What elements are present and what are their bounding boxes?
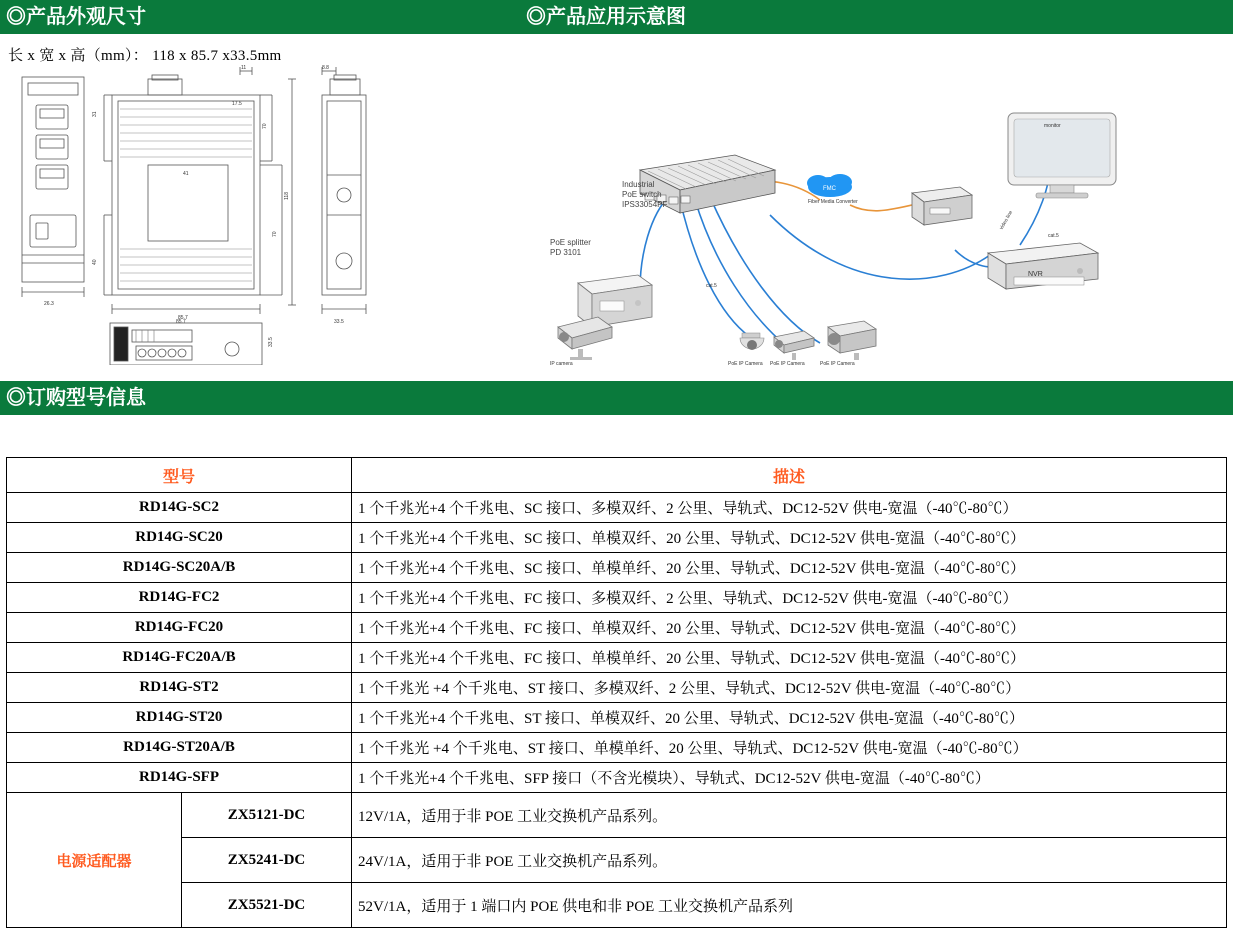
cell-model: RD14G-FC2 bbox=[7, 583, 352, 613]
cell-model: RD14G-FC20A/B bbox=[7, 643, 352, 673]
table-row bbox=[7, 643, 1227, 673]
ip-camera-icon bbox=[558, 317, 612, 360]
column-header-desc: 描述 bbox=[352, 458, 1227, 493]
h70-label: 70 bbox=[272, 231, 278, 237]
table-header-row bbox=[7, 458, 1227, 493]
table-row bbox=[7, 523, 1227, 553]
cell-desc: 1 个千兆光+4 个千兆电、ST 接口、单模双纤、20 公里、导轨式、DC12-52V 供电-宽温（-40℃-80℃） bbox=[352, 703, 1227, 733]
side-width-label: 85.7 bbox=[176, 319, 186, 325]
monitor-icon bbox=[1008, 113, 1116, 198]
cell-desc: 1 个千兆光+4 个千兆电、SC 接口、单模双纤、20 公里、导轨式、DC12-52V 供电-宽温（-40℃-80℃） bbox=[352, 523, 1227, 553]
mechanical-drawing-pane bbox=[0, 65, 520, 365]
dimension-line: 长 x 宽 x 高（mm）： 118 x 85.7 x33.5mm bbox=[8, 48, 282, 64]
table-row bbox=[7, 763, 1227, 793]
cell-desc: 1 个千兆光+4 个千兆电、FC 接口、多模双纤、2 公里、导轨式、DC12-52V 供电-宽温（-40℃-80℃） bbox=[352, 583, 1227, 613]
splitter-label-line2: PD 3101 bbox=[550, 248, 582, 257]
cell-model: RD14G-ST2 bbox=[7, 673, 352, 703]
table-row bbox=[7, 553, 1227, 583]
cell-desc: 1 个千兆光+4 个千兆电、SC 接口、单模单纤、20 公里、导轨式、DC12-52V 供电-宽温（-40℃-80℃） bbox=[352, 553, 1227, 583]
cell-model: RD14G-SC20 bbox=[7, 523, 352, 553]
table-row bbox=[7, 583, 1227, 613]
table-row bbox=[7, 733, 1227, 763]
t11-label: 11 bbox=[241, 65, 247, 71]
cell-adapter-desc: 12V/1A，适用于非 POE 工业交换机产品系列。 bbox=[352, 793, 1227, 838]
svg-text:FMC: FMC bbox=[823, 186, 836, 192]
monitor-label: monitor bbox=[1044, 123, 1061, 129]
cell-model: RD14G-FC20 bbox=[7, 613, 352, 643]
bottom-height-label: 33.5 bbox=[268, 337, 274, 347]
t88-label: 8.8 bbox=[322, 65, 329, 71]
order-section-header: ◎订购型号信息 bbox=[0, 381, 1233, 415]
front-width-label: 26.3 bbox=[44, 301, 54, 307]
cell-desc: 1 个千兆光+4 个千兆电、FC 接口、单模单纤、20 公里、导轨式、DC12-52V 供电-宽温（-40℃-80℃） bbox=[352, 643, 1227, 673]
h31-label: 31 bbox=[92, 111, 98, 117]
dimensions-section-header: ◎产品外观尺寸 bbox=[0, 0, 520, 34]
h118-label: 118 bbox=[284, 192, 290, 200]
splitter-label-line1: PoE splitter bbox=[550, 238, 591, 247]
column-header-model: 型号 bbox=[7, 458, 352, 493]
mechanical-drawing-svg bbox=[0, 65, 520, 365]
table-row-adapter bbox=[7, 793, 1227, 838]
ip-camera-label: IP camera bbox=[550, 361, 573, 365]
cat5-right-label: cat.5 bbox=[1048, 233, 1059, 239]
table-row bbox=[7, 493, 1227, 523]
cell-adapter-model: ZX5121-DC bbox=[182, 793, 352, 838]
cell-desc: 1 个千兆光 +4 个千兆电、ST 接口、单模单纤、20 公里、导轨式、DC12-52V 供电-宽温（-40℃-80℃） bbox=[352, 733, 1227, 763]
cell-model: RD14G-SC20A/B bbox=[7, 553, 352, 583]
nvr-icon bbox=[988, 243, 1098, 289]
table-row bbox=[7, 673, 1227, 703]
cloud-icon bbox=[807, 174, 852, 197]
order-table bbox=[6, 457, 1227, 928]
table-row bbox=[7, 613, 1227, 643]
box-camera-icon bbox=[828, 321, 876, 360]
h40-label: 40 bbox=[92, 259, 98, 265]
bottom-width-label: 85.7 bbox=[178, 315, 188, 321]
table-row bbox=[7, 703, 1227, 733]
application-diagram-pane bbox=[520, 65, 1233, 365]
h41-label: 41 bbox=[183, 171, 189, 177]
dome-camera-icon bbox=[740, 333, 764, 350]
application-diagram-svg bbox=[520, 65, 1230, 365]
cat5-mid-label: cat.5 bbox=[706, 283, 717, 289]
switch-label-line2: PoE switch bbox=[622, 190, 662, 199]
video-line-label: video line bbox=[998, 209, 1015, 231]
poe-camera-label-1: PoE IP Camera bbox=[728, 361, 763, 365]
switch-label-line3: IPS33054PF bbox=[622, 200, 668, 209]
content-row bbox=[0, 65, 1233, 365]
table-row-adapter bbox=[7, 838, 1227, 883]
nvr-label: NVR bbox=[1028, 271, 1043, 278]
h70a-label: 70 bbox=[262, 123, 268, 129]
cell-model: RD14G-SC2 bbox=[7, 493, 352, 523]
top-header-row bbox=[0, 0, 1233, 34]
cell-adapter-desc: 24V/1A，适用于非 POE 工业交换机产品系列。 bbox=[352, 838, 1227, 883]
cell-adapter-desc: 52V/1A，适用于 1 端口内 POE 供电和非 POE 工业交换机产品系列 bbox=[352, 883, 1227, 928]
bullet-camera-icon bbox=[774, 331, 814, 360]
switch-label-line1: Industrial bbox=[622, 180, 655, 189]
application-section-header: ◎产品应用示意图 bbox=[520, 0, 1233, 34]
cell-desc: 1 个千兆光+4 个千兆电、SC 接口、多模双纤、2 公里、导轨式、DC12-52V 供电-宽温（-40℃-80℃） bbox=[352, 493, 1227, 523]
cell-desc: 1 个千兆光+4 个千兆电、SFP 接口（不含光模块）、导轨式、DC12-52V 供电-宽温（-40℃-80℃） bbox=[352, 763, 1227, 793]
cell-adapter-model: ZX5521-DC bbox=[182, 883, 352, 928]
cell-model: RD14G-ST20 bbox=[7, 703, 352, 733]
cell-model: RD14G-ST20A/B bbox=[7, 733, 352, 763]
cell-adapter-model: ZX5241-DC bbox=[182, 838, 352, 883]
adapter-group-label: 电源适配器 bbox=[7, 793, 182, 928]
fiber-converter-label: Fiber Media Converter bbox=[808, 199, 858, 205]
cell-desc: 1 个千兆光+4 个千兆电、FC 接口、单模双纤、20 公里、导轨式、DC12-52V 供电-宽温（-40℃-80℃） bbox=[352, 613, 1227, 643]
t175-label: 17.5 bbox=[232, 101, 242, 107]
poe-camera-label-2: PoE IP Camera bbox=[770, 361, 805, 365]
right-width-label: 33.5 bbox=[334, 319, 344, 325]
poe-camera-label-3: PoE IP Camera bbox=[820, 361, 855, 365]
table-row-adapter bbox=[7, 883, 1227, 928]
cell-model: RD14G-SFP bbox=[7, 763, 352, 793]
cell-desc: 1 个千兆光 +4 个千兆电、ST 接口、多模双纤、2 公里、导轨式、DC12-52V 供电-宽温（-40℃-80℃） bbox=[352, 673, 1227, 703]
